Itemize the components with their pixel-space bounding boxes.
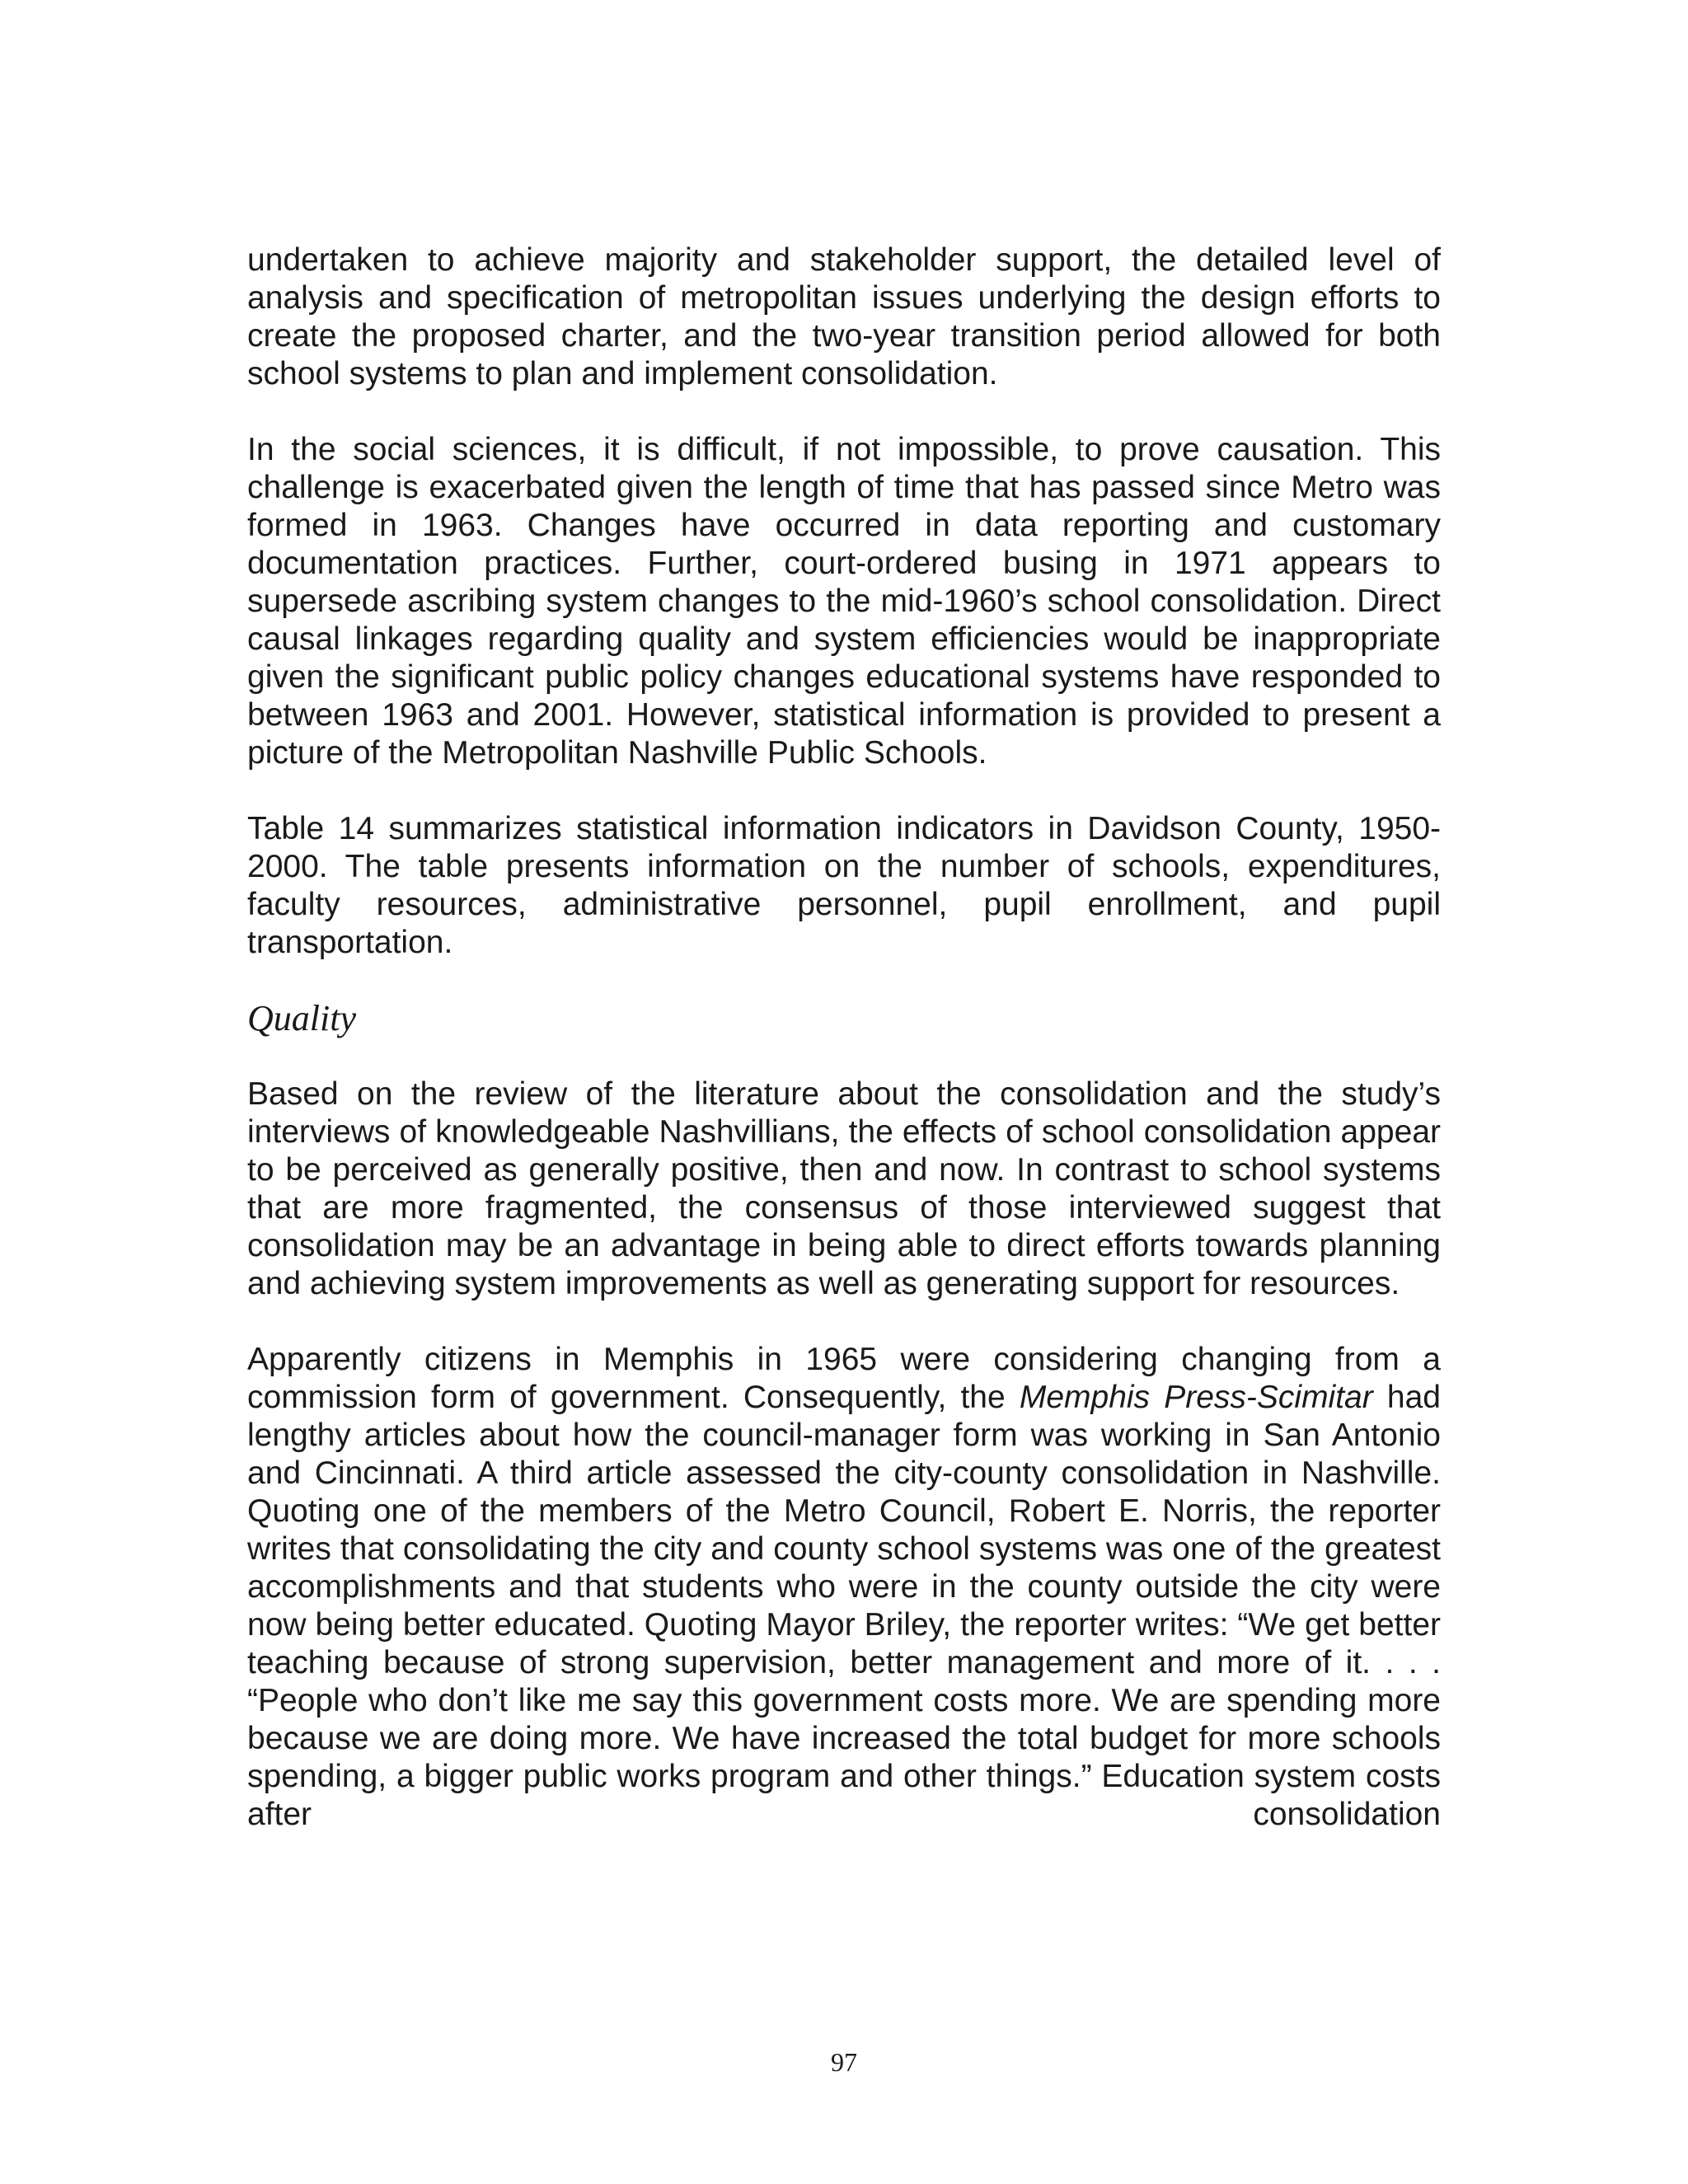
paragraph-consolidation-support: undertaken to achieve majority and stakeholder support, the detailed level of analysis and specification of metropolitan issues underlying the design efforts to create the proposed charter, and the two-year transition period allowed for both school systems to plan and implement consolidation.	[247, 242, 1441, 391]
paragraph-causation: In the social sciences, it is difficult, if not impossible, to prove causation. This challenge is exacerbated given the length of time that has passed since Metro was formed in 1963. Changes have occurred in data reporting and customary documentation practices. Further, court-ordered busing in 1971 appears to supersede ascribing system changes to the mid-1960’s school consolidation. Direct causal linkages regarding quality and system efficiencies would be inappropriate given the significant public policy changes educational systems have responded to between 1963 and 2001. However, statistical information is provided to present a picture of the Metropolitan Nashville Public Schools.	[247, 432, 1441, 771]
paragraph-table-14-summary: Table 14 summarizes statistical information indicators in Davidson County, 1950-2000. The table presents information on the number of schools, expenditures, faculty resources, administrative personnel, pupil enrollment, and pupil transportation.	[247, 811, 1441, 960]
paragraph-quality-review: Based on the review of the literature about the consolidation and the study’s interviews of knowledgeable Nashvillians, the effects of school consolidation appear to be perceived as generally positive, then and now. In contrast to school systems that are more fragmented, the consensus of those interviewed suggest that consolidation may be an advantage in being able to direct efforts towards planning and achieving system improvements as well as generating support for resources.	[247, 1076, 1441, 1301]
section-heading-quality: Quality	[247, 998, 356, 1038]
paragraph-memphis-press	[247, 1341, 1441, 1834]
memphis-text-before: Apparently citizens in Memphis in 1965 were considering changing from a commission form of government. Consequently, the	[247, 1342, 1441, 1415]
newspaper-title: Memphis Press-Scimitar	[1019, 1380, 1373, 1415]
memphis-text-after: had lengthy articles about how the council-manager form was working in San Antonio and Cincinnati. A third article assessed the city-county consolidation in Nashville. Quoting one of the members of the Metro Council, Robert E. Norris, the reporter writes that consolidating the city and county school systems was one of the greatest accomplishments and that students who were in the county outside the city were now being better educated. Quoting Mayor Briley, the reporter writes: “We get better teaching because of strong supervision, better management and more of it. . . . “People who don’t like me say this government costs more. We are spending more because we are doing more. We have increased the total budget for more schools spending, a bigger public works program and other things.” Education system costs after consolidation	[247, 1380, 1441, 1832]
page-number: 97	[831, 2047, 857, 2077]
document-page	[247, 241, 1441, 1872]
